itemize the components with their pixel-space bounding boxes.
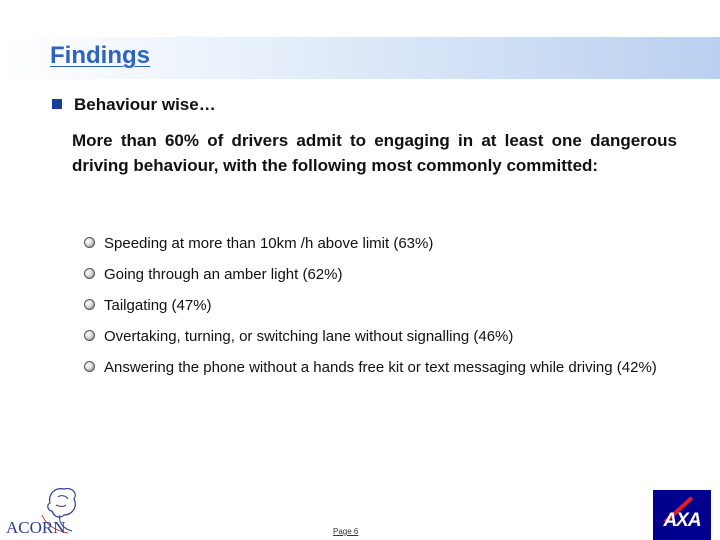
- list-item: [84, 265, 680, 284]
- list-item-text: Tailgating (47%): [104, 297, 212, 314]
- level1-text: Behaviour wise…: [74, 95, 216, 114]
- level1-bullet: [52, 95, 216, 115]
- list-item-text: Going through an amber light (62%): [104, 266, 343, 283]
- round-bullet-icon: [84, 361, 95, 372]
- page-number: Page 6: [333, 527, 359, 536]
- findings-paragraph: More than 60% of drivers admit to engaging in at least one dangerous driving behaviour, with the following most commonly committed:: [72, 131, 677, 175]
- axa-logo: [653, 490, 711, 540]
- round-bullet-icon: [84, 330, 95, 341]
- round-bullet-icon: [84, 299, 95, 310]
- round-bullet-icon: [84, 237, 95, 248]
- list-item-text: Overtaking, turning, or switching lane without signalling (46%): [104, 328, 514, 345]
- axa-wordmark: AXA: [663, 510, 701, 531]
- list-item-text: Speeding at more than 10km /h above limit (63%): [104, 235, 434, 252]
- behaviour-list: [84, 234, 680, 389]
- list-item: [84, 358, 680, 377]
- list-item: [84, 327, 680, 346]
- acorn-wordmark: ACORN: [6, 518, 66, 537]
- list-item: [84, 234, 680, 253]
- list-item: [84, 296, 680, 315]
- list-item-text: Answering the phone without a hands free kit or text messaging while driving (42%): [104, 359, 657, 376]
- slide-title: Findings: [50, 42, 150, 69]
- square-bullet-icon: [52, 99, 62, 109]
- round-bullet-icon: [84, 268, 95, 279]
